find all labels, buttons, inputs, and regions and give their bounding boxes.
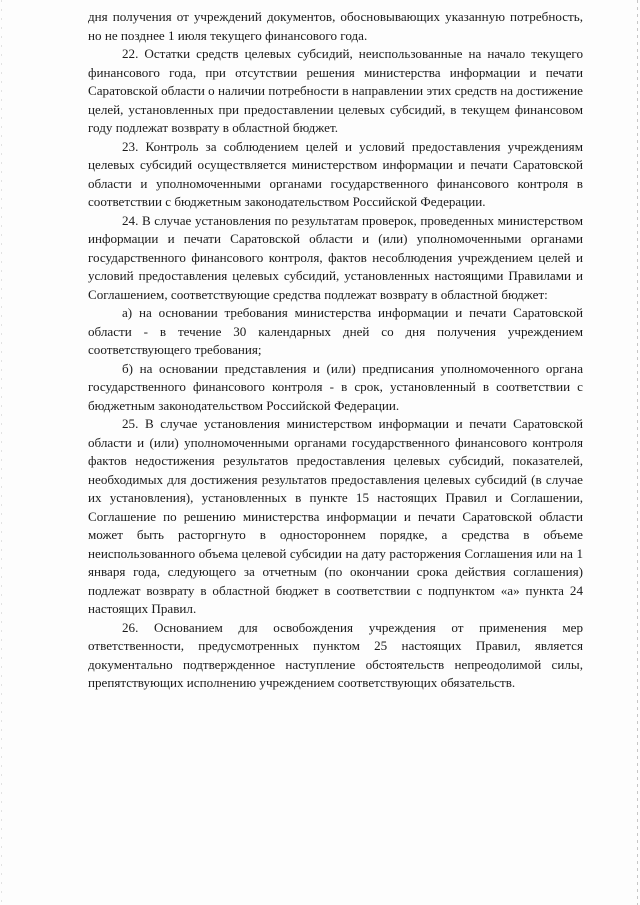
- scan-edge-left: [1, 0, 2, 905]
- paragraph-continuation: дня получения от учреждений документов, обосновывающих указанную потребность, но не позднее 1 июля текущего финансового года.: [88, 9, 583, 43]
- paragraph-24: 24. В случае установления по результатам проверок, проведенных министерством информации и печати Саратовской области и (или) уполномоченными органами государственного финансового контроля, фактов несоблюдения учреждением целей и условий предоставления целевых субсидий, установленных настоящими Правилами и Соглашением, соответствующие средства подлежат возврату в областной бюджет:: [88, 212, 583, 302]
- paragraph-22: 22. Остатки средств целевых субсидий, неиспользованные на начало текущего финансового года, при отсутствии решения министерства информации и печати Саратовской области о наличии потребности в направлении этих средств на достижение целей, установленных при предоставлении целевых субсидий, в текущем финансовом году подлежат возврату в областной бюджет.: [88, 46, 583, 135]
- paragraph-26: 26. Основанием для освобождения учреждения от применения мер ответственности, предусмотренных пунктом 25 настоящих Правил, является документально подтвержденное наступление обстоятельств непреодолимой силы, препятствующих исполнению учреждением соответствующих обязательств.: [88, 619, 583, 690]
- paragraph-24b: б) на основании представления и (или) предписания уполномоченного органа государственного финансового контроля - в срок, установленный в соответствии с бюджетным законодательством Российской Федерации.: [88, 360, 583, 413]
- scan-edge-right: [637, 0, 638, 905]
- paragraph-24a: а) на основании требования министерства информации и печати Саратовской области - в течение 30 календарных дней со дня получения учреждением соответствующего требования;: [88, 305, 583, 357]
- paragraph-23: 23. Контроль за соблюдением целей и условий предоставления учреждениям целевых субсидий осуществляется министерством информации и печати Саратовской области и уполномоченными органами государственного финансового контроля в соответствии с бюджетным законодательством Российской Федерации.: [88, 138, 583, 209]
- document-body: [88, 8, 583, 693]
- paragraph-25: 25. В случае установления министерством информации и печати Саратовской области и (или) уполномоченными органами государственного финансового контроля фактов недостижения результатов предоставления целевых субсидий, показателей, необходимых для достижения результатов предоставления целевых субсидий (в случае их установления), установленных в пункте 15 настоящих Правил и Соглашении, Соглашение по решению министерства информации и печати Саратовской области может быть расторгнуто в одностороннем порядке, а средства в объеме неиспользованного объема целевой субсидии на дату расторжения Соглашения или на 1 января года, следующего за отчетным (по окончании срока действия соглашения) подлежат возврату в областной бюджет в соответствии с подпунктом «а» пункта 24 настоящих Правил.: [88, 416, 583, 616]
